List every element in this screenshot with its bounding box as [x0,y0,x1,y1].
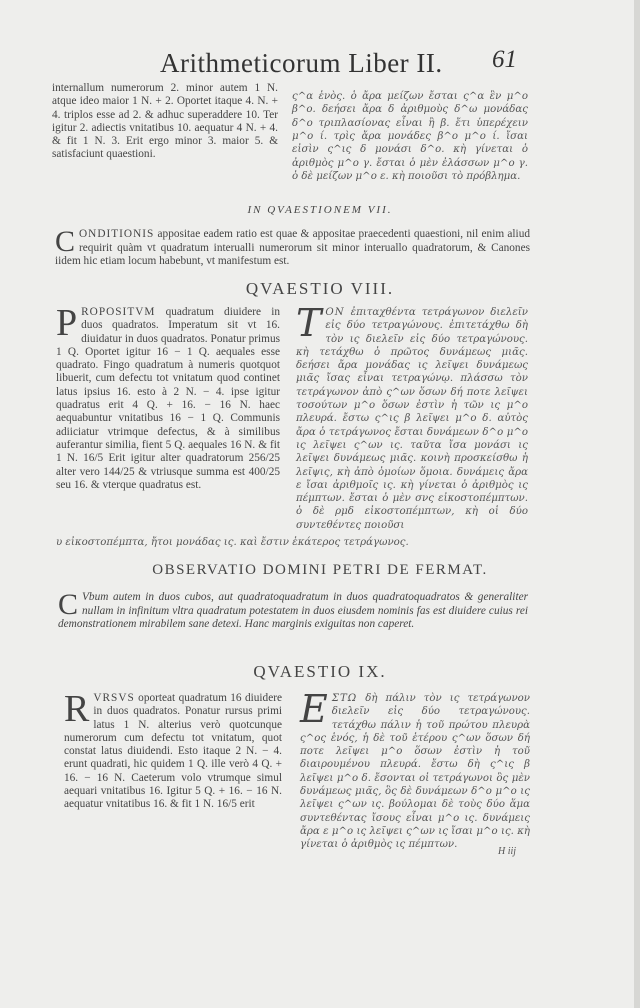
q8-latin-column [56,302,280,492]
note-vii-lead: ONDITIONIS [79,228,155,240]
q9-latin-column [64,688,282,812]
top-greek-text: ς^α ἑνὸς. ὁ ἄρα μείζων ἔσται ς^α ἓν μ^ο β^ο. δεήσει ἄρα δ ἀριθμοὺς δ^ω μονάδας δ^ο τριπλασίονας εἶναι ἢ β. ἔτι ὑπερέχειν μ^ο ί. τρὶς ἄρα μονάδες β^ο μ^ο ί. ἴσαι εἰσὶν ς^ις δ μονάσι δ^ο. κὴ γίνεται ὁ ἀριθμὸς μ^ο γ. ἔσται ὁ μὲν ἐλάσσων μ^ο γ. ὁ δὲ μείζων μ^ο ε. κὴ ποιοῦσι τὸ πρόβλημα. [292,91,528,182]
q9-greek-lead: ΣΤΩ [331,693,358,704]
q8-latin-text: quadratum diuidere in duos quadratos. Imperatum sit vt 16. diuidatur in duos quadratos. Ponatur primus 1 Q. Oportet igitur 16 − 1 Q. aequales esse quadrato. Fingo quadratum à numeris quotquot libuerit, cum defectu tot vnitatum quod continet latus ipsius 16. esto à 2 N. − 4. ipse igitur quadratus erit 4 Q. + 16. − 16 N. haec aequabuntur vnitatibus 16 − 1 Q. Communis adiiciatur vtrimque defectus, & à similibus auferantur similia, fient 5 Q. aequales 16 N. & fit 1 N. 16/5 Erit igitur alter quadratorum 256/25 alter vero 144/25 & vtriusque summa est 400/25 seu 16. & vterque quadratus est. [56,306,280,491]
q9-title: QVAESTIO IX. [253,662,387,681]
q8-title: QVAESTIO VIII. [245,279,395,298]
running-head: Arithmeticorum Liber II. [160,48,443,78]
q8-greek-tail: υ εἰκοστοπέμπτα, ἤτοι μονάδας ις. καὶ ἔστιν ἑκάτερος τετράγωνος. [56,537,409,548]
observatio-title: OBSERVATIO DOMINI PETRI DE FERMAT. [152,562,488,578]
note-vii-dropcap: C [55,225,76,258]
q8-greek-column [296,301,528,532]
q8-latin-lead: ROPOSITVM [81,306,156,318]
note-vii-paragraph [55,225,530,269]
observatio-text: Vbum autem in duos cubos, aut quadratoquadratum in duos quadratoquadratos & generaliter nullam in infinitum vltra quadratum potestatem in duos eiusdem nominis fas est diuidere cuius rei demonstrationem mirabilem sane detexi. Hanc marginis exiguitas non caperet. [58,591,528,631]
signature-mark: H iij [498,846,517,857]
q8-greek-lead: ΟΝ [325,307,345,318]
q9-greek-column [300,687,530,852]
q8-greek-text: ἐπιταχθέντα τετράγωνον διελεῖν εἰς δύο τετραγώνους. ἐπιτετάχθω δὴ τὸν ις διελεῖν εἰς δύο τετραγώνους. κὴ τετάχθω ὁ πρῶτος δυνάμεως μιᾶς. δεήσει ἄρα μονάδας ις λεῖψει δυνάμεως μιᾶς ἴσας εἶναι τετραγώνῳ. πλάσσω τὸν τετράγωνον ἀπὸ ς^ων ὅσων δή ποτε λεῖψει τοσούτων μ^ο ὅσων ἐστὶν ἡ τῶν ις μ^ο πλευρά. ἔστω ς^ις β λεῖψει μ^ο δ. αὐτὸς ἄρα ὁ τετράγωνος ἔσται δυνάμεων δ^ο μ^ο ις λεῖψει ς^ων ις. ταῦτα ἴσα μονάσι ις λεῖψει δυνάμεως μιᾶς. κοινὴ προσκείσθω ἡ λεῖψις, κὴ ἀπὸ ὁμοίων ὅμοια. δυνάμεις ἄρα ε ἴσαι ἀριθμοῖς ις. κὴ γίνεται ὁ ἀριθμὸς ις πέμπτων. ἔσται ὁ μὲν σνς εἰκοστοπέμπτων. ὁ δὲ ρμδ εἰκοστοπέμπτων, κὴ οἱ δύο συντεθέντες ποιοῦσι [296,307,528,531]
top-latin-paragraph [52,82,278,162]
q9-latin-text: oporteat quadratum 16 diuidere in duos quadratos. Ponatur rursus primi latus 1 N. alterius verò quotcunque numerorum cum defectu tot vnitatum, quot constat latus diuidendi. Esto itaque 2 N. − 4. erunt quadrati, hic quidem 1 Q. ille verò 4 Q. + 16. − 16 N. Caeterum volo vtrumque simul aequari vnitatibus 16. Igitur 5 Q. + 16. − 16 N. aequatur vnitatibus 16. & fit 1 N. 16/5 erit [64,692,282,811]
top-latin-text: internallum numerorum 2. minor autem 1 N. atque ideo maior 1 N. + 2. Oportet itaque 4. N. + 4. triplos esse ad 2. & adhuc superaddere 10. Ter igitur 2. adiectis vnitatibus 10. aequatur 4 N. + 4. & fit 1 N. 3. Erit ergo minor 3. maior 5. & satisfaciunt quaestioni. [52,82,278,161]
page-number: 61 [492,46,517,73]
note-vii-text: appositae eadem ratio est quae & appositae praecedenti quaestioni, nil enim aliud requirit quàm vt quadratum interualli numerorum sit minor interuallo quadratorum, & Canones iidem hic etiam locum habebunt, vt manifestum est. [55,228,530,268]
q8-latin-dropcap: P [56,302,78,344]
q9-greek-dropcap: E [300,687,328,731]
note-vii-title: IN QVAESTIONEM VII. [247,204,393,216]
q9-latin-lead: VRSVS [93,692,135,704]
observatio-dropcap: C [58,588,79,621]
top-greek-paragraph [292,80,528,193]
page-edge-shadow [634,0,640,1008]
q8-greek-dropcap: T [296,301,322,345]
observatio-paragraph [58,588,528,632]
q9-latin-dropcap: R [64,688,90,730]
q9-greek-text: δὴ πάλιν τὸν ις τετράγωνον διελεῖν εἰς δύο τετραγώνους. τετάχθω πάλιν ἡ τοῦ πρώτου πλευρὰ ς^ος ἑνός, ἡ δὲ τοῦ ἑτέρου ς^ων ὅσων δή ποτε λεῖψει μ^ο ὅσων ἐστὶν ἡ τοῦ διαιρουμένου πλευρά. ἔστω δὴ ς^ις β λεῖψει μ^ο δ. ἔσονται οἱ τετράγωνοι ὃς μὲν δυνάμεως μιᾶς, ὃς δὲ δυνάμεων δ^ο μ^ο ις λεῖψει ς^ων ις. βούλομαι δὲ τοὺς δύο ἅμα συντεθέντας ἴσους εἶναι μ^ο ις. δυνάμεις ἄρα ε μ^ο ις λεῖψει ς^ων ις ἴσαι μ^ο ις. κὴ γίνεται ὁ ἀριθμὸς ις πέμπτων. [300,693,530,851]
